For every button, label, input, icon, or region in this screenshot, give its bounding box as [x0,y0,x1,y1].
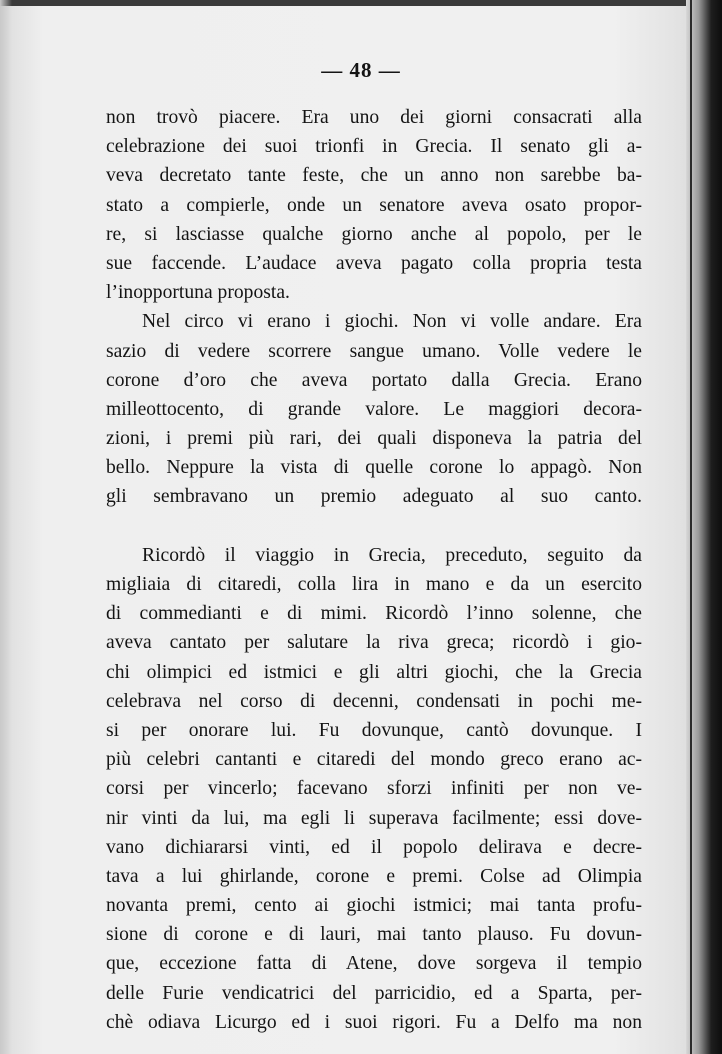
text-line: sue faccende. L’audace aveva pagato colla propria testa [106,252,642,274]
text-line: nir vinti da lui, ma egli li superava facilmente; essi dove- [106,807,642,829]
text-line: non trovò piacere. Era uno dei giorni consacrati alla [106,107,642,128]
paragraph-1 [106,103,642,307]
text-line: si per onorare lui. Fu dovunque, cantò dovunque. I [106,719,642,741]
text-line: Ricordò il viaggio in Grecia, preceduto, seguito da [142,544,642,566]
text-line: corone d’oro che aveva portato dalla Grecia. Erano [106,369,642,391]
text-line: vano dichiararsi vinti, ed il popolo delirava e decre- [106,836,642,858]
book-binding-edge [686,0,722,1054]
text-line: milleottocento, di grande valore. Le maggiori decora- [106,398,642,420]
text-line: sazio di vedere scorrere sangue umano. Volle vedere le [106,340,642,362]
page-left-shadow [0,0,12,1054]
text-line [106,512,642,541]
paragraph-3 [106,541,642,1037]
scan-top-edge [0,0,722,6]
text-line: corsi per vincerlo; facevano sforzi infiniti per non ve- [106,778,642,800]
text-line: Nel circo vi erano i giochi. Non vi volle andare. Era [142,311,642,333]
text-line: più celebri cantanti e citaredi del mondo greco erano ac- [106,749,642,771]
text-line: zioni, i premi più rari, dei quali disponeva la patria del [106,428,642,450]
text-line: chè odiava Licurgo ed i suoi rigori. Fu a Delfo ma non [106,1011,642,1033]
text-line: aveva cantato per salutare la riva greca; ricordò i gio- [106,632,642,654]
text-line: re, si lasciasse qualche giorno anche al popolo, per le [106,223,642,245]
text-line: tava a lui ghirlande, corone e premi. Colse ad Olimpia [106,865,642,887]
text-line: veva decretato tante feste, che un anno non sarebbe ba- [106,165,642,187]
text-line: l’inopportuna proposta. [106,282,290,304]
text-line: migliaia di citaredi, colla lira in mano e da un esercito [106,574,642,595]
page-number: — 48 — [321,58,401,82]
text-line: chi olimpici ed istmici e gli altri giochi, che la Grecia [106,661,642,683]
text-line: delle Furie vendicatrici del parricidio, ed a Sparta, per- [106,982,642,1004]
text-line: celebrava nel corso di decenni, condensati in pochi me- [106,690,642,712]
text-line: gli sembravano un premio adeguato al suo canto. [106,486,642,508]
text-line: bello. Neppure la vista di quelle corone lo appagò. Non [106,457,642,479]
paragraph-2 [106,307,642,541]
text-line: sione di corone e di lauri, mai tanto plauso. Fu dovun- [106,924,642,946]
body-text [106,103,642,1037]
text-line: que, eccezione fatta di Atene, dove sorgeva il tempio [106,953,642,975]
text-line: celebrazione dei suoi trionfi in Grecia. Il senato gli a- [106,136,642,158]
text-line: novanta premi, cento ai giochi istmici; mai tanta profu- [106,895,642,917]
text-line: di commedianti e di mimi. Ricordò l’inno solenne, che [106,603,642,625]
text-line: stato a compierle, onde un senatore aveva osato propor- [106,194,642,216]
